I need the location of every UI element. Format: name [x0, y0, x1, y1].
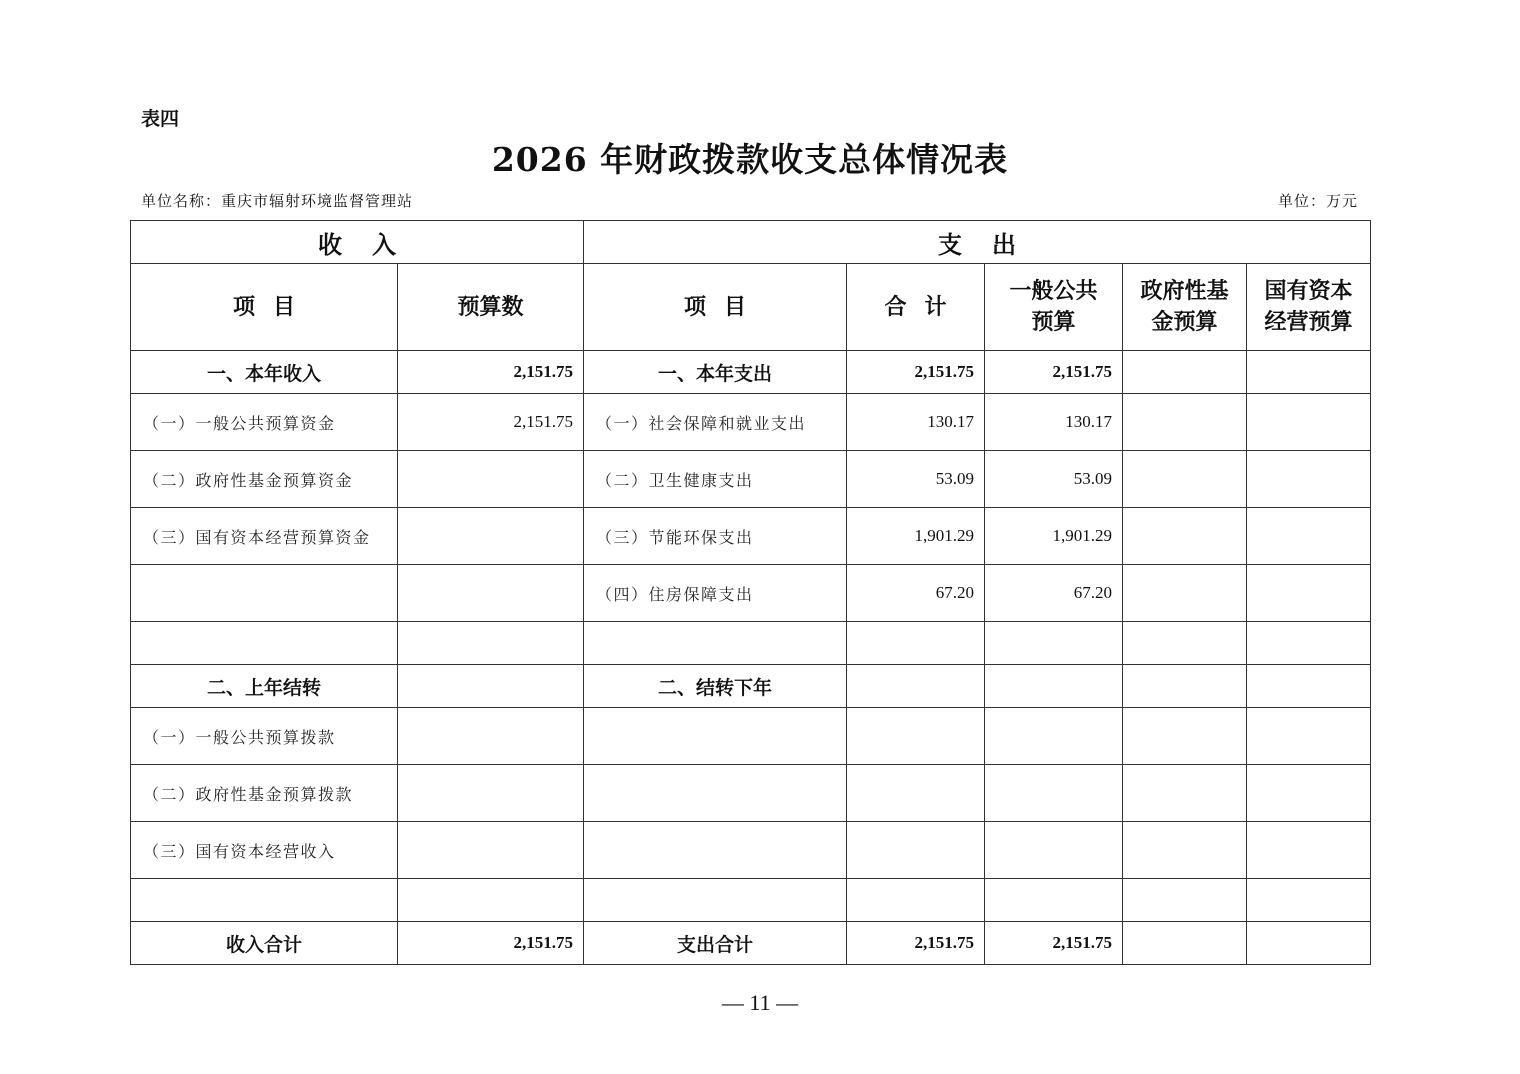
cell-income-budget — [398, 665, 584, 708]
cell-income-item: （一）一般公共预算资金 — [131, 394, 398, 451]
page-number: — 11 — — [721, 990, 799, 1015]
table-row — [131, 394, 1371, 451]
cell-income-budget — [398, 765, 584, 822]
cell-expense-item — [584, 765, 847, 822]
cell-gov-fund — [1123, 394, 1247, 451]
cell-general-public: 67.20 — [985, 565, 1123, 622]
section-expense-header: 支出 — [584, 221, 1371, 264]
cell-gov-fund — [1123, 922, 1247, 965]
table-row — [131, 708, 1371, 765]
table-row — [131, 765, 1371, 822]
header-expense-item: 项目 — [584, 264, 847, 351]
cell-income-budget — [398, 708, 584, 765]
cell-expense-item — [584, 879, 847, 922]
cell-expense-item: （二）卫生健康支出 — [584, 451, 847, 508]
cell-general-public — [985, 822, 1123, 879]
cell-income-budget: 2,151.75 — [398, 351, 584, 394]
cell-gov-fund — [1123, 508, 1247, 565]
cell-state-capital — [1247, 765, 1371, 822]
cell-state-capital — [1247, 922, 1371, 965]
budget-table-body — [131, 221, 1371, 965]
cell-expense-item — [584, 622, 847, 665]
cell-total — [847, 665, 985, 708]
header-state-capital: 国有资本经营预算 — [1247, 264, 1371, 351]
cell-income-item — [131, 879, 398, 922]
cell-state-capital — [1247, 622, 1371, 665]
cell-gov-fund — [1123, 822, 1247, 879]
cell-total — [847, 622, 985, 665]
cell-expense-item — [584, 708, 847, 765]
table-label: 表四 — [141, 108, 180, 130]
cell-total — [847, 765, 985, 822]
cell-state-capital — [1247, 565, 1371, 622]
cell-income-budget: 2,151.75 — [398, 922, 584, 965]
cell-state-capital — [1247, 394, 1371, 451]
cell-income-item: （二）政府性基金预算资金 — [131, 451, 398, 508]
cell-general-public — [985, 765, 1123, 822]
cell-general-public: 53.09 — [985, 451, 1123, 508]
header-gov-fund: 政府性基金预算 — [1123, 264, 1247, 351]
cell-expense-item: （四）住房保障支出 — [584, 565, 847, 622]
cell-general-public: 1,901.29 — [985, 508, 1123, 565]
section-income-header: 收入 — [131, 221, 584, 264]
cell-income-item: （一）一般公共预算拨款 — [131, 708, 398, 765]
cell-expense-item — [584, 822, 847, 879]
cell-total — [847, 822, 985, 879]
cell-gov-fund — [1123, 879, 1247, 922]
header-total: 合计 — [847, 264, 985, 351]
cell-general-public — [985, 879, 1123, 922]
cell-income-item: （二）政府性基金预算拨款 — [131, 765, 398, 822]
cell-income-budget — [398, 622, 584, 665]
table-row — [131, 622, 1371, 665]
cell-gov-fund — [1123, 708, 1247, 765]
table-row — [131, 565, 1371, 622]
cell-state-capital — [1247, 451, 1371, 508]
cell-general-public — [985, 622, 1123, 665]
cell-general-public: 130.17 — [985, 394, 1123, 451]
cell-income-budget: 2,151.75 — [398, 394, 584, 451]
cell-income-budget — [398, 508, 584, 565]
cell-general-public — [985, 665, 1123, 708]
cell-total: 53.09 — [847, 451, 985, 508]
cell-general-public: 2,151.75 — [985, 351, 1123, 394]
cell-general-public — [985, 708, 1123, 765]
cell-gov-fund — [1123, 665, 1247, 708]
table-row — [131, 922, 1371, 965]
table-row — [131, 508, 1371, 565]
cell-income-item: （三）国有资本经营预算资金 — [131, 508, 398, 565]
cell-income-budget — [398, 822, 584, 879]
cell-income-item — [131, 622, 398, 665]
cell-state-capital — [1247, 822, 1371, 879]
cell-expense-item: 一、本年支出 — [584, 351, 847, 394]
table-row — [131, 822, 1371, 879]
cell-expense-item: 支出合计 — [584, 922, 847, 965]
cell-expense-item: （三）节能环保支出 — [584, 508, 847, 565]
cell-income-item: 一、本年收入 — [131, 351, 398, 394]
cell-expense-item: 二、结转下年 — [584, 665, 847, 708]
header-income-budget: 预算数 — [398, 264, 584, 351]
cell-state-capital — [1247, 708, 1371, 765]
cell-income-item: 收入合计 — [131, 922, 398, 965]
cell-total: 67.20 — [847, 565, 985, 622]
cell-total — [847, 708, 985, 765]
cell-total: 130.17 — [847, 394, 985, 451]
cell-income-budget — [398, 879, 584, 922]
cell-state-capital — [1247, 879, 1371, 922]
unit-name: 单位名称：重庆市辐射环境监督管理站 — [141, 192, 414, 210]
table-row — [131, 351, 1371, 394]
cell-state-capital — [1247, 351, 1371, 394]
cell-gov-fund — [1123, 765, 1247, 822]
budget-table — [130, 220, 1371, 965]
table-row — [131, 879, 1371, 922]
cell-gov-fund — [1123, 451, 1247, 508]
cell-income-budget — [398, 565, 584, 622]
column-header-row — [131, 264, 1371, 351]
cell-expense-item: （一）社会保障和就业支出 — [584, 394, 847, 451]
cell-total: 2,151.75 — [847, 351, 985, 394]
section-header-row — [131, 221, 1371, 264]
cell-total: 1,901.29 — [847, 508, 985, 565]
table-row — [131, 451, 1371, 508]
cell-income-budget — [398, 451, 584, 508]
cell-state-capital — [1247, 508, 1371, 565]
header-general-public: 一般公共预算 — [985, 264, 1123, 351]
cell-income-item: （三）国有资本经营收入 — [131, 822, 398, 879]
page-title: 2026 年财政拨款收支总体情况表 — [491, 140, 1009, 179]
cell-gov-fund — [1123, 622, 1247, 665]
cell-gov-fund — [1123, 351, 1247, 394]
cell-total: 2,151.75 — [847, 922, 985, 965]
cell-general-public: 2,151.75 — [985, 922, 1123, 965]
cell-gov-fund — [1123, 565, 1247, 622]
unit-label: 单位：万元 — [1277, 192, 1358, 210]
header-income-item: 项目 — [131, 264, 398, 351]
cell-state-capital — [1247, 665, 1371, 708]
cell-income-item — [131, 565, 398, 622]
table-row — [131, 665, 1371, 708]
cell-income-item: 二、上年结转 — [131, 665, 398, 708]
cell-total — [847, 879, 985, 922]
